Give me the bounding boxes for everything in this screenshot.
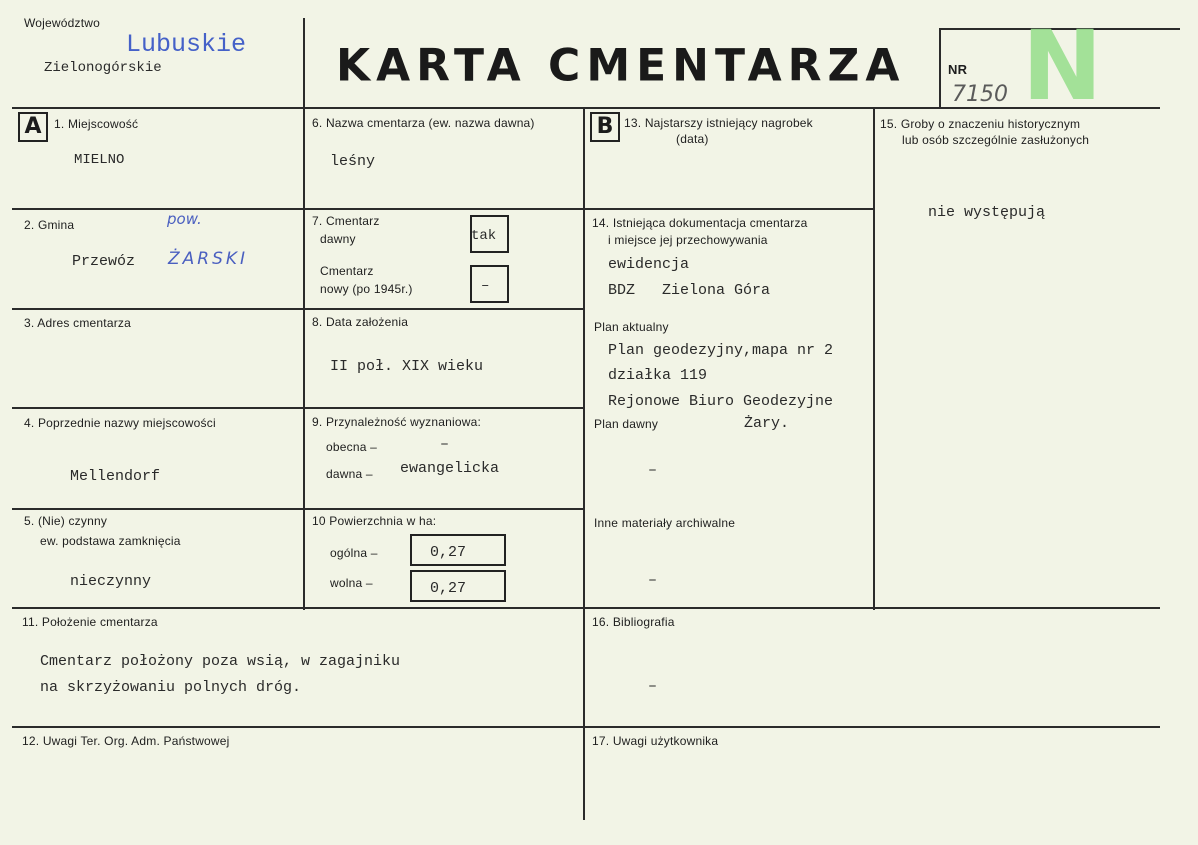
wojewodztwo-typed: Zielonogórskie — [44, 60, 162, 76]
field-14-plan-line-2: działka 119 — [608, 367, 708, 384]
divider — [12, 208, 874, 210]
field-9-former-value: ewangelicka — [400, 460, 500, 477]
field-12-label: 12. Uwagi Ter. Org. Adm. Państwowej — [22, 734, 230, 748]
field-11-line-1: Cmentarz położony poza wsią, w zagajniku — [40, 653, 401, 670]
field-8-value: II poł. XIX wieku — [330, 358, 484, 375]
field-14-plan-current-label: Plan aktualny — [594, 320, 669, 334]
field-16-value: – — [648, 678, 658, 695]
field-13-label: 13. Najstarszy istniejący nagrobek — [624, 116, 813, 130]
field-7-label: 7. Cmentarz — [312, 214, 380, 228]
section-b-box: B — [590, 112, 620, 142]
field-14-plan-line-3: Rejonowe Biuro Geodezyjne — [608, 393, 834, 410]
field-14-plan-line-1: Plan geodezyjny,mapa nr 2 — [608, 342, 834, 359]
field-11-label: 11. Położenie cmentarza — [22, 615, 158, 629]
field-7-new-sublabel: nowy (po 1945r.) — [320, 282, 413, 296]
field-10-free-label: wolna – — [330, 576, 373, 590]
field-14-doc-line-1: ewidencja — [608, 256, 690, 273]
nr-value: 7150 — [952, 82, 1008, 107]
field-2-label: 2. Gmina — [24, 218, 75, 232]
field-2-hand-pow: pow. — [167, 210, 202, 228]
green-marker-letter: N — [1022, 10, 1103, 122]
field-4-value: Mellendorf — [70, 468, 161, 485]
divider — [873, 108, 875, 610]
field-11-line-2: na skrzyżowaniu polnych dróg. — [40, 679, 302, 696]
field-14-sublabel: i miejsce jej przechowywania — [608, 233, 768, 247]
field-16-label: 16. Bibliografia — [592, 615, 675, 629]
divider — [939, 28, 941, 108]
divider — [12, 308, 584, 310]
field-10-total-label: ogólna – — [330, 546, 378, 560]
divider — [583, 108, 585, 820]
field-14-label: 14. Istniejąca dokumentacja cmentarza — [592, 216, 808, 230]
field-7-old-value: tak — [471, 228, 497, 244]
section-a-box: A — [18, 112, 48, 142]
field-15-sublabel: lub osób szczególnie zasłużonych — [902, 133, 1090, 147]
field-10-label: 10 Powierzchnia w ha: — [312, 514, 437, 528]
field-2-value: Przewóz — [72, 253, 136, 270]
field-10-free-value: 0,27 — [430, 580, 467, 597]
page-title: KARTA CMENTARZA — [336, 39, 906, 92]
field-1-label: 1. Miejscowość — [54, 117, 139, 131]
field-7-new-checkbox — [470, 265, 509, 303]
divider — [12, 607, 1160, 609]
field-5-value: nieczynny — [70, 573, 152, 590]
nr-label: NR — [948, 62, 968, 77]
field-3-label: 3. Adres cmentarza — [24, 316, 131, 330]
field-5-sublabel: ew. podstawa zamknięcia — [40, 534, 181, 548]
field-9-label: 9. Przynależność wyznaniowa: — [312, 415, 482, 429]
field-7-old-label: dawny — [320, 232, 356, 246]
field-2-hand-county: ŻARSKI — [168, 249, 249, 269]
field-8-label: 8. Data założenia — [312, 315, 409, 329]
field-14-plan-old-value: – — [648, 462, 658, 479]
field-5-label: 5. (Nie) czynny — [24, 514, 108, 528]
field-13-sublabel: (data) — [676, 132, 709, 146]
field-9-former-label: dawna – — [326, 467, 373, 481]
field-14-plan-line-4: Żary. — [744, 415, 790, 432]
field-15-value: nie występują — [928, 204, 1046, 221]
field-7-new-label: Cmentarz — [320, 264, 374, 278]
wojewodztwo-label: Województwo — [24, 16, 101, 30]
divider — [12, 107, 1160, 109]
field-6-value: leśny — [330, 153, 376, 170]
field-14-other-value: – — [648, 572, 658, 589]
field-4-label: 4. Poprzednie nazwy miejscowości — [24, 416, 216, 430]
field-15-label: 15. Groby o znaczeniu historycznym — [880, 117, 1081, 131]
field-7-new-value: – — [481, 278, 490, 294]
field-1-value: MIELNO — [74, 152, 125, 168]
field-14-plan-old-label: Plan dawny — [594, 417, 659, 431]
divider — [12, 407, 584, 409]
field-14-doc-line-2: BDZ Zielona Góra — [608, 282, 771, 299]
divider — [12, 508, 584, 510]
field-14-other-label: Inne materiały archiwalne — [594, 516, 736, 530]
wojewodztwo-stamp: Lubuskie — [126, 30, 247, 59]
field-6-label: 6. Nazwa cmentarza (ew. nazwa dawna) — [312, 116, 535, 130]
field-17-label: 17. Uwagi użytkownika — [592, 734, 719, 748]
field-9-current-value: – — [440, 436, 450, 453]
field-9-current-label: obecna – — [326, 440, 377, 454]
field-10-total-value: 0,27 — [430, 544, 467, 561]
divider — [12, 726, 1160, 728]
